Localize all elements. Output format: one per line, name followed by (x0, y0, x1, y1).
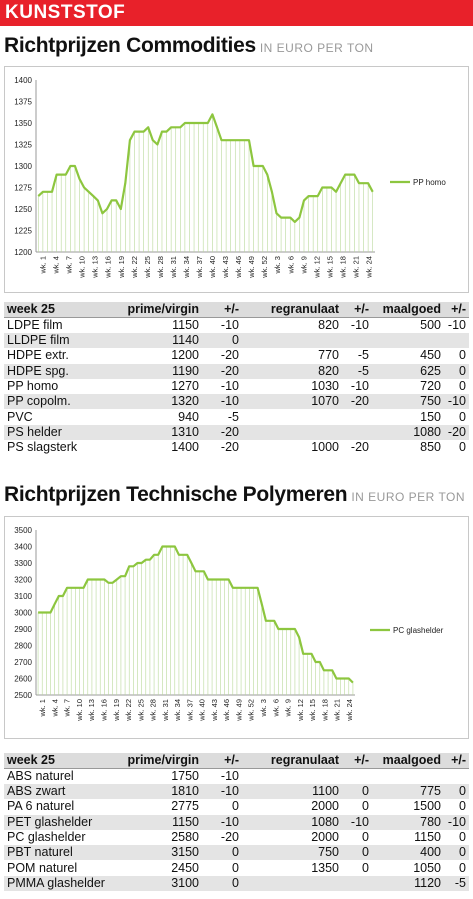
x-tick-label: wk. 4 (51, 256, 61, 274)
banner-label: KUNSTSTOF (5, 2, 126, 23)
table-row (4, 409, 469, 424)
price-cell (242, 876, 342, 891)
table-row (4, 318, 469, 334)
price-cell: 3150 (124, 845, 202, 860)
y-tick-label: 3100 (14, 592, 32, 601)
price-cell (342, 769, 372, 785)
price-cell: 0 (444, 440, 469, 455)
y-tick-label: 1250 (14, 205, 32, 214)
price-cell: 1810 (124, 784, 202, 799)
price-cell: 1500 (372, 799, 444, 814)
x-tick-label: wk. 24 (344, 699, 354, 721)
x-tick-label: wk. 12 (295, 699, 305, 721)
price-cell: 2775 (124, 799, 202, 814)
price-cell: 1750 (124, 769, 202, 785)
technical-polymers-chart (4, 516, 469, 739)
price-cell (242, 409, 342, 424)
column-header: week 25 (4, 753, 124, 769)
price-cell: 0 (202, 333, 242, 348)
price-cell: -10 (342, 379, 372, 394)
table-row (4, 784, 469, 799)
price-cell: 780 (372, 815, 444, 830)
table-row (4, 769, 469, 785)
y-tick-label: 1375 (14, 97, 32, 107)
price-cell (342, 409, 372, 424)
y-tick-label: 2800 (14, 641, 32, 651)
table-row (4, 860, 469, 875)
price-cell: 820 (242, 364, 342, 379)
x-tick-label: wk. 28 (155, 256, 165, 278)
price-cell: 1140 (124, 333, 202, 348)
price-cell: 1320 (124, 394, 202, 409)
x-tick-label: wk. 46 (234, 256, 244, 278)
price-cell: -20 (342, 440, 372, 455)
table-header-row (4, 753, 469, 769)
x-tick-label: wk. 13 (87, 699, 97, 721)
price-cell: 0 (444, 348, 469, 363)
price-cell: -10 (342, 318, 372, 334)
technical-polymers-chart-svg (5, 517, 468, 738)
price-cell: 0 (342, 860, 372, 875)
price-cell: 1080 (372, 425, 444, 440)
price-cell: -5 (202, 409, 242, 424)
price-cell: 850 (372, 440, 444, 455)
price-cell (342, 333, 372, 348)
price-cell: 0 (202, 799, 242, 814)
price-cell: 1150 (124, 815, 202, 830)
table-row (4, 364, 469, 379)
x-tick-label: wk. 4 (50, 699, 60, 717)
x-tick-label: wk. 18 (320, 699, 330, 721)
commodities-chart-svg (5, 67, 468, 292)
material-name: HDPE spg. (4, 364, 124, 379)
x-tick-label: wk. 37 (194, 256, 204, 278)
price-cell: 0 (444, 799, 469, 814)
x-tick-label: wk. 25 (142, 256, 152, 278)
price-cell: -10 (202, 379, 242, 394)
table-row (4, 425, 469, 440)
material-name: LLDPE film (4, 333, 124, 348)
x-tick-label: wk. 37 (185, 699, 195, 721)
price-cell: 750 (242, 845, 342, 860)
y-tick-label: 1200 (14, 248, 32, 257)
price-cell: 2450 (124, 860, 202, 875)
table-row (4, 815, 469, 830)
x-tick-label: wk. 49 (247, 256, 257, 278)
price-cell: -10 (444, 815, 469, 830)
x-tick-label: wk. 31 (168, 256, 178, 278)
x-tick-label: wk. 34 (181, 256, 191, 278)
price-cell: 1200 (124, 348, 202, 363)
material-name: PP homo (4, 379, 124, 394)
price-cell: -10 (444, 394, 469, 409)
x-tick-label: wk. 22 (129, 256, 139, 278)
material-name: PC glashelder (4, 830, 124, 845)
price-cell: 770 (242, 348, 342, 363)
price-cell: -20 (202, 348, 242, 363)
x-tick-label: wk. 16 (99, 699, 109, 721)
table-row (4, 394, 469, 409)
price-cell: 1150 (124, 318, 202, 334)
price-cell (342, 876, 372, 891)
column-header: +/- (444, 302, 469, 318)
price-cell: -5 (342, 348, 372, 363)
y-tick-label: 1350 (14, 119, 32, 128)
material-name: PMMA glashelder (4, 876, 124, 891)
price-cell: 0 (202, 845, 242, 860)
price-cell: -10 (202, 769, 242, 785)
price-cell: 0 (444, 830, 469, 845)
price-cell: 0 (444, 409, 469, 424)
price-cell: 0 (342, 830, 372, 845)
price-cell: 1310 (124, 425, 202, 440)
price-cell: 820 (242, 318, 342, 334)
price-cell: 0 (342, 845, 372, 860)
material-name: PVC (4, 409, 124, 424)
x-tick-label: wk. 49 (234, 699, 244, 721)
price-cell: 1100 (242, 784, 342, 799)
x-tick-label: wk. 10 (77, 256, 87, 278)
x-tick-label: wk. 15 (325, 256, 335, 278)
y-tick-label: 2700 (14, 658, 32, 667)
x-tick-label: wk. 22 (124, 699, 134, 721)
price-cell: 0 (202, 876, 242, 891)
x-tick-label: wk. 25 (136, 699, 146, 721)
x-tick-label: wk. 40 (208, 256, 218, 278)
price-cell: -20 (202, 364, 242, 379)
price-cell (372, 769, 444, 785)
table-row (4, 845, 469, 860)
y-tick-label: 3400 (14, 542, 32, 552)
price-cell: -20 (444, 425, 469, 440)
x-tick-label: wk. 12 (312, 256, 322, 278)
column-header: +/- (444, 753, 469, 769)
table-row (4, 348, 469, 363)
x-tick-label: wk. 43 (221, 256, 231, 278)
price-cell (372, 333, 444, 348)
y-tick-label: 3300 (14, 559, 32, 568)
x-tick-label: wk. 6 (286, 256, 296, 274)
column-header: +/- (202, 753, 242, 769)
price-cell: 0 (342, 799, 372, 814)
table-header-row (4, 302, 469, 318)
table-row (4, 876, 469, 891)
commodities-title-text: Richtprijzen Commodities (4, 34, 256, 57)
column-header: maalgoed (372, 302, 444, 318)
price-cell: -20 (202, 440, 242, 455)
material-name: POM naturel (4, 860, 124, 875)
price-cell: -5 (342, 364, 372, 379)
price-cell: 1120 (372, 876, 444, 891)
price-cell: 1270 (124, 379, 202, 394)
commodities-subtitle: IN EURO PER TON (259, 41, 374, 55)
price-cell: -10 (202, 784, 242, 799)
x-tick-label: wk. 7 (64, 256, 74, 274)
x-tick-label: wk. 34 (173, 699, 183, 721)
x-tick-label: wk. 19 (111, 699, 121, 721)
x-tick-label: wk. 21 (332, 699, 342, 721)
material-name: PET glashelder (4, 815, 124, 830)
x-tick-label: wk. 52 (260, 256, 270, 278)
table-row (4, 440, 469, 455)
material-name: PA 6 naturel (4, 799, 124, 814)
y-tick-label: 3500 (14, 526, 32, 535)
price-cell: 775 (372, 784, 444, 799)
table-row (4, 830, 469, 845)
price-cell: -20 (202, 830, 242, 845)
price-cell: -20 (202, 425, 242, 440)
x-tick-label: wk. 10 (74, 699, 84, 721)
y-tick-label: 1300 (14, 162, 32, 171)
x-tick-label: wk. 40 (197, 699, 207, 721)
x-tick-label: wk. 1 (38, 699, 48, 717)
price-cell (342, 425, 372, 440)
price-cell: 1030 (242, 379, 342, 394)
x-tick-label: wk. 9 (283, 699, 293, 717)
price-cell: 2580 (124, 830, 202, 845)
table-row (4, 333, 469, 348)
material-name: PS helder (4, 425, 124, 440)
price-cell: 1070 (242, 394, 342, 409)
price-cell (242, 425, 342, 440)
technical-polymers-price-table (4, 753, 469, 891)
x-tick-label: wk. 9 (299, 256, 309, 274)
x-tick-label: wk. 3 (273, 256, 283, 274)
column-header: prime/virgin (124, 302, 202, 318)
x-tick-label: wk. 19 (116, 256, 126, 278)
column-header: prime/virgin (124, 753, 202, 769)
price-cell: 0 (444, 379, 469, 394)
price-cell: 2000 (242, 799, 342, 814)
y-tick-label: 1275 (14, 183, 32, 193)
price-cell (242, 769, 342, 785)
y-tick-label: 2600 (14, 674, 32, 684)
y-tick-label: 1325 (14, 140, 32, 150)
price-cell: 1150 (372, 830, 444, 845)
section-banner (0, 0, 473, 26)
price-cell: 0 (444, 845, 469, 860)
x-tick-label: wk. 15 (308, 699, 318, 721)
price-cell (444, 769, 469, 785)
legend-label: PP homo (413, 178, 446, 187)
y-tick-label: 3000 (14, 608, 32, 618)
price-cell: 750 (372, 394, 444, 409)
x-tick-label: wk. 7 (62, 699, 72, 717)
x-tick-label: wk. 46 (222, 699, 232, 721)
price-cell: 500 (372, 318, 444, 334)
material-name: ABS zwart (4, 784, 124, 799)
material-name: PS slagsterk (4, 440, 124, 455)
price-cell (444, 333, 469, 348)
price-cell: -10 (202, 394, 242, 409)
price-cell: 1080 (242, 815, 342, 830)
x-tick-label: wk. 13 (90, 256, 100, 278)
price-cell: -10 (444, 318, 469, 334)
price-cell: 3100 (124, 876, 202, 891)
x-tick-label: wk. 18 (338, 256, 348, 278)
material-name: PP copolm. (4, 394, 124, 409)
y-tick-label: 1400 (14, 76, 32, 85)
price-cell: 1190 (124, 364, 202, 379)
price-cell: 0 (202, 860, 242, 875)
x-tick-label: wk. 3 (258, 699, 268, 717)
price-cell: 625 (372, 364, 444, 379)
price-cell: 720 (372, 379, 444, 394)
column-header: week 25 (4, 302, 124, 318)
price-cell: 450 (372, 348, 444, 363)
price-cell: 1000 (242, 440, 342, 455)
price-cell: 1350 (242, 860, 342, 875)
material-name: PBT naturel (4, 845, 124, 860)
column-header: +/- (202, 302, 242, 318)
price-cell (242, 333, 342, 348)
material-name: ABS naturel (4, 769, 124, 785)
price-cell: 400 (372, 845, 444, 860)
material-name: HDPE extr. (4, 348, 124, 363)
x-tick-label: wk. 31 (160, 699, 170, 721)
price-cell: 940 (124, 409, 202, 424)
table-row (4, 379, 469, 394)
x-tick-label: wk. 6 (271, 699, 281, 717)
column-header: maalgoed (372, 753, 444, 769)
commodities-title (4, 34, 374, 58)
price-cell: 1400 (124, 440, 202, 455)
x-tick-label: wk. 21 (351, 256, 361, 278)
price-cell: -20 (342, 394, 372, 409)
table-row (4, 799, 469, 814)
column-header: regranulaat (242, 302, 342, 318)
y-tick-label: 2900 (14, 625, 32, 634)
price-cell: -5 (444, 876, 469, 891)
price-cell: 0 (444, 860, 469, 875)
technical-polymers-title (4, 483, 465, 507)
price-cell: 150 (372, 409, 444, 424)
column-header: +/- (342, 753, 372, 769)
column-header: regranulaat (242, 753, 342, 769)
price-cell: 1050 (372, 860, 444, 875)
price-cell: -10 (202, 318, 242, 334)
legend-label: PC glashelder (393, 626, 444, 635)
commodities-price-table (4, 302, 469, 455)
x-tick-label: wk. 24 (364, 256, 374, 278)
x-tick-label: wk. 28 (148, 699, 158, 721)
material-name: LDPE film (4, 318, 124, 334)
price-cell: 0 (444, 364, 469, 379)
x-tick-label: wk. 43 (209, 699, 219, 721)
technical-polymers-title-text: Richtprijzen Technische Polymeren (4, 483, 348, 506)
price-cell: 2000 (242, 830, 342, 845)
y-tick-label: 3200 (14, 575, 32, 585)
price-cell: -10 (342, 815, 372, 830)
technical-polymers-subtitle: IN EURO PER TON (351, 490, 466, 504)
price-cell: -10 (202, 815, 242, 830)
column-header: +/- (342, 302, 372, 318)
x-tick-label: wk. 1 (38, 256, 48, 274)
price-cell: 0 (444, 784, 469, 799)
commodities-chart (4, 66, 469, 293)
price-cell: 0 (342, 784, 372, 799)
x-tick-label: wk. 16 (103, 256, 113, 278)
y-tick-label: 2500 (14, 691, 32, 700)
x-tick-label: wk. 52 (246, 699, 256, 721)
y-tick-label: 1225 (14, 226, 32, 236)
